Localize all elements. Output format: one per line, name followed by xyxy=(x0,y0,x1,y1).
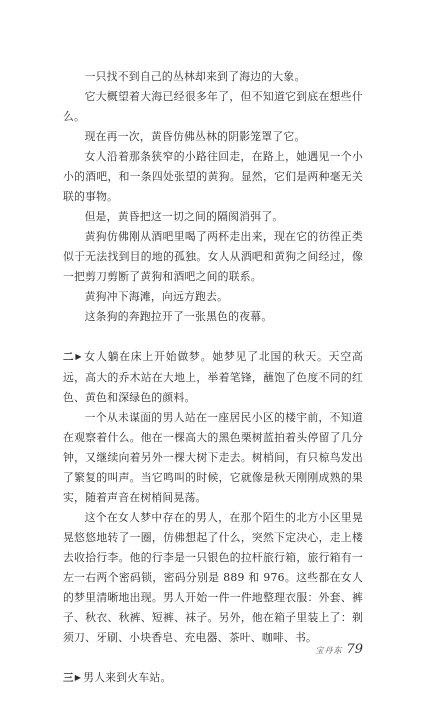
paragraph: 黄狗仿佛刚从酒吧里喝了两杯走出来，现在它的彷徨正类似于无法找到目的地的孤独。女人从酒吧和黄狗之间经过，像一把剪刀剪断了黄狗和酒吧之间的联系。 xyxy=(63,230,363,283)
section-two xyxy=(63,347,363,648)
paragraph: 黄狗冲下海滩，向远方跑去。 xyxy=(84,290,229,303)
running-footer-title: 宝丹东 xyxy=(315,646,343,655)
section-marker-icon: ▶ xyxy=(74,673,82,682)
paragraph: 这条狗的奔跑拉开了一张黑色的夜幕。 xyxy=(84,310,273,323)
section-heading xyxy=(63,347,363,408)
section-heading xyxy=(63,668,363,689)
section-lead-text: 女人躺在床上开始做梦。她梦见了北国的秋天。天空高远，高大的乔木站在大地上，举着笔锋，蘸饱了色度不同的红色、黄色和深绿色的颜料。 xyxy=(63,350,364,404)
section-one xyxy=(63,67,363,327)
paragraph: 它大概望着大海已经很多年了，但不知道它到底在想些什么。 xyxy=(63,90,363,123)
paragraph: 一个从未谋面的男人站在一座居民小区的楼宇前，不知道在观察着什么。他在一棵高大的黑色栗树蓝拍着头停留了几分钟，又继续向着另外一棵大树下走去。树梢间，有只椋鸟发出了繁复的叫声。当它鸣叫的时候，它就像是秋天刚刚成熟的果实，随着声音在树梢间晃荡。 xyxy=(63,411,363,504)
paragraph: 现在再一次，黄昏仿佛丛林的阴影笼罩了它。 xyxy=(84,130,306,143)
section-lead-text: 男人来到火车站。 xyxy=(83,671,172,684)
paragraph: 女人沿着那条狭窄的小路往回走，在路上，她遇见一个小小的酒吧，和一条四处张望的黄狗。显然，它们是两种毫无关联的事物。 xyxy=(63,150,363,203)
section-marker-icon: ▶ xyxy=(75,352,82,361)
paragraph: 一只找不到自己的丛林却来到了海边的大象。 xyxy=(84,70,306,83)
paragraph: 这个在女人梦中存在的男人，在那个陌生的北方小区里晃晃悠悠地转了一圈，仿佛想起了什么，突然下定决心，走上楼去收拾行李。他的行李是一只银色的拉杆旅行箱，旅行箱有一左一右两个密码锁，密码分别是 889 和 976。这些都在女人的梦里清晰地出现。男人开始一件一件地整理衣服：外套、裤子、秋衣、秋裤、短裤、袜子。另外，他在箱子里装上了：剃须刀、牙刷、小块香皂、充电器、茶叶、咖啡、书。 xyxy=(63,511,363,644)
section-three xyxy=(63,668,363,689)
page-number: 79 xyxy=(346,642,363,657)
paragraph: 但是，黄昏把这一切之间的隔阂消弭了。 xyxy=(84,210,284,223)
page-body xyxy=(63,67,363,689)
section-number: 三 xyxy=(63,672,74,684)
page-footer xyxy=(315,642,363,657)
section-number: 二 xyxy=(63,351,75,363)
